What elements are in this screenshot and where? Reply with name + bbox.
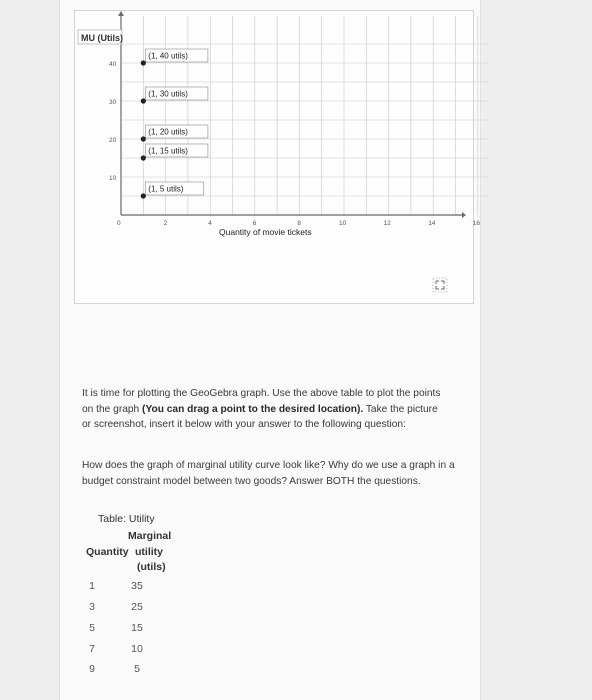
utility-graph[interactable] (0, 0, 592, 310)
point-label: (1, 15 utils) (148, 146, 188, 156)
data-point[interactable] (141, 193, 146, 198)
x-tick-label: 14 (428, 220, 436, 227)
y-tick-label: 10 (109, 175, 117, 182)
data-points (141, 49, 208, 199)
question-text: How does the graph of marginal utility curve look like? Why do we use a graph in a budget constraint model between two goods? Answer BOTH the questions. (82, 460, 455, 487)
table-cell-utility: 10 (131, 643, 143, 655)
header-utils: (utils) (137, 561, 166, 573)
x-axis-arrow (462, 212, 466, 218)
table-cell-utility: 35 (131, 580, 143, 592)
y-axis-arrow (118, 11, 124, 16)
y-tick-label: 20 (109, 137, 117, 144)
table-cell-quantity: 9 (89, 663, 95, 675)
table-title: Table: Utility (98, 513, 155, 525)
x-tick-label: 16 (472, 220, 481, 227)
table-cell-utility: 25 (131, 601, 143, 613)
data-point[interactable] (141, 98, 146, 103)
x-axis-label: Quantity of movie tickets (219, 227, 312, 237)
instructions-bold: (You can drag a point to the desired location). (142, 403, 364, 415)
table-cell-quantity: 3 (89, 601, 95, 613)
y-tick-label: 40 (109, 61, 117, 68)
x-tick-label: 4 (208, 220, 212, 227)
y-axis-label: MU (Utils) (81, 33, 123, 43)
x-tick-label: 6 (252, 220, 257, 227)
table-cell-utility: 5 (134, 663, 140, 675)
data-point[interactable] (141, 60, 146, 65)
header-utility: utility (135, 546, 163, 558)
table-cell-quantity: 7 (89, 643, 95, 655)
x-tick-label: 8 (297, 220, 302, 227)
fullscreen-icon[interactable] (433, 278, 447, 292)
point-label: (1, 40 utils) (148, 51, 188, 61)
data-point[interactable] (141, 155, 146, 160)
table-cell-quantity: 1 (89, 580, 95, 592)
header-quantity: Quantity (86, 546, 129, 558)
table-cell-quantity: 5 (89, 622, 95, 634)
point-label: (1, 5 utils) (148, 184, 184, 194)
point-label: (1, 20 utils) (148, 127, 188, 137)
instructions-part-2: Take the picture or screenshot, insert it below with your answer to the following question: (82, 403, 438, 430)
data-point[interactable] (141, 136, 146, 141)
instructions-text (82, 386, 442, 433)
x-tick-label: 0 (117, 220, 121, 227)
instructions-part-1: It is time for plotting the GeoGebra graph. Use the above table to plot the points on the graph (82, 388, 441, 415)
x-tick-label: 2 (163, 220, 168, 227)
table-cell-utility: 15 (131, 622, 143, 634)
header-marginal: Marginal (128, 530, 172, 542)
x-tick-label: 12 (383, 220, 391, 227)
y-tick-label: 30 (109, 99, 117, 106)
point-label: (1, 30 utils) (148, 89, 188, 99)
x-tick-label: 10 (339, 220, 347, 227)
